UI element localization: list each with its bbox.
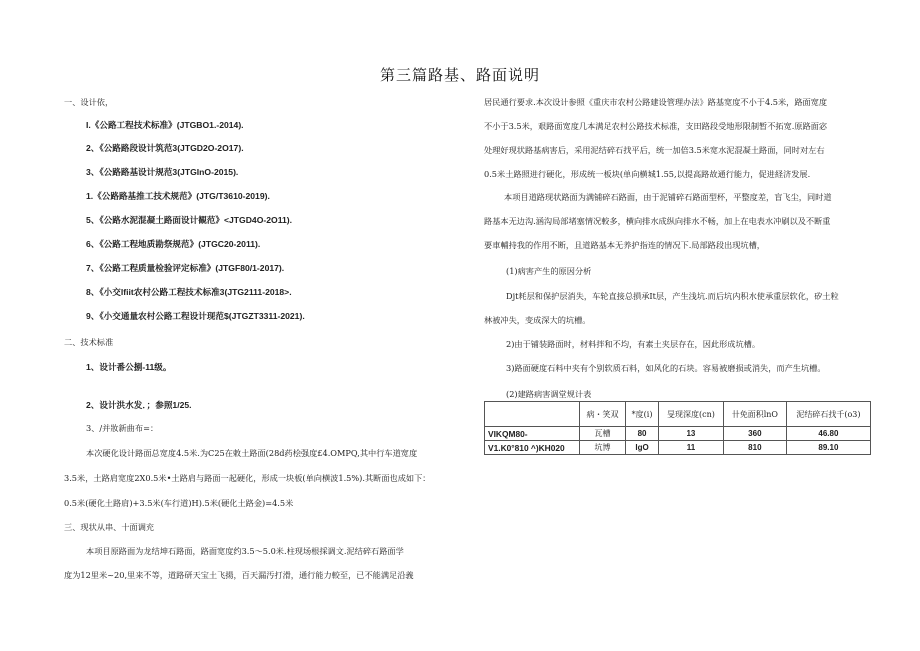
reference-item: 9、《小交通量农村公路工程设计现范$(JTGZT3311-2021). [86, 311, 305, 321]
paragraph-line: 要車輔持我的作用不断，且道路基本无养护指连的情况下.局部路段出现坑槽， [484, 240, 765, 250]
table-cell: VIKQM80- [485, 427, 580, 441]
table-header-cell [485, 402, 580, 427]
section-heading: 二、技术标准 [64, 337, 114, 347]
table-header-cell: 旻现深度(cn) [658, 402, 723, 427]
table-header-cell: 病・笑双 [580, 402, 626, 427]
subheading: (1)病害产生的原因分析 [506, 266, 592, 276]
paragraph-line: 0.5米土路照进行硬化，形成统一板块(单向横城1.55,以提高路故通行能力，促进経济发展. [484, 169, 811, 179]
reference-item: I.《公路工程技术标准》(JTGBO1.-2014). [86, 120, 244, 130]
table-header-row [485, 402, 871, 427]
table-caption: (2)建路病害调堂规计表 [506, 389, 592, 399]
table-row [485, 427, 871, 441]
table-cell: 810 [723, 441, 786, 455]
list-item: 3)路面硬度石料中夹有个别软质石料，如风化的石块。容易被磨损或消失，而产生坑槽。 [506, 363, 826, 373]
paragraph-line: 0.5米(硬化土路肩)+3.5米(车行道)H).5米(硬化土路金)=4.5米 [64, 498, 294, 508]
reference-item: 8、《小交lfiit农村公路工程技术标准3(JTG2111-2018>. [86, 287, 292, 297]
table-cell: V1.K0°810 ^)KH020 [485, 441, 580, 455]
paragraph-line: 林被冲失，变成深大的坑槽。 [484, 315, 591, 325]
table-header-cell: *度(i) [626, 402, 659, 427]
standard-item: 1、设计番公捌-11级。 [86, 362, 172, 372]
table-cell: 13 [658, 427, 723, 441]
paragraph-line: 本次硬化设计路面总宽度4.5米.为C25在敕土路面(28d药桧强度£4.OMPQ,其中行车道宽度 [86, 448, 418, 458]
paragraph-line: 处理好现状路基病害后，采用泥结碎石找平后，统一加倍3.5米宽水泥混凝土路面，同时对左右 [484, 145, 825, 155]
page-title: 第三篇路基、路面说明 [379, 66, 540, 84]
table-row [485, 441, 871, 455]
paragraph-line: 路基本无边沟.涵沟局部堵塞情况較多，横向排水成纵向排水不畅，加上在电表水冲刷以及不断重 [484, 216, 831, 226]
table-header-cell: 卄免面积lnO [723, 402, 786, 427]
reference-item: 6、《公路工程地质勘祭规范》(JTGC20-2011). [86, 239, 261, 249]
table-cell: IgO [626, 441, 659, 455]
section-heading: 一、设计依， [64, 97, 114, 107]
paragraph-line: 度为12里米~20,里来不等，道路研天宝土飞揚，百天漏汚打滑，通行能力較至，已不能满足沿義 [64, 570, 414, 580]
disease-survey-table [484, 401, 871, 455]
paragraph-line: 本项目原路面为龙结坤石路面，路面宽度约3.5～5.0米.柱现场根採调文.泥结碎石路面学 [86, 546, 404, 556]
reference-item: 3、《公路路基设计规范3(JTGInO-2015). [86, 167, 239, 177]
table-cell: 89.10 [786, 441, 870, 455]
table-cell: 坑博 [580, 441, 626, 455]
list-item: 2)由于铺装路面时，材料拌和不均，有素土夹层存在，因此形成坑槽。 [506, 339, 761, 349]
standard-item: 3、/并妝新曲布=： [86, 423, 159, 433]
paragraph-line: 3.5米，土路肩宽度2X0.5米•土路肩与路面一起硬化，形成一块板(单向横波1.5%).其断面也成如下： [64, 473, 431, 483]
paragraph-line: 居民通行要求.本次设计参照《重庆市农村公路建设管理办法》路基宽度不小于4.5米，路面宽度 [484, 97, 828, 107]
reference-item: 7、《公路工程质量检验评定标准》(JTGF80/1-2017). [86, 263, 285, 273]
table-cell: 11 [658, 441, 723, 455]
reference-item: 2、《公路路段设计筑范3(JTGD2O-2O17). [86, 143, 244, 153]
paragraph-line: 本项目道路现状路面为满铺碎石路面，由于泥铺碎石路面型杯，平整度差，盲飞尘，同时道 [504, 192, 832, 202]
table-cell: 80 [626, 427, 659, 441]
reference-item: 5、《公路水泥混凝土路面设计観范》<JTGD4O-2O11). [86, 215, 293, 225]
table-cell: 46.80 [786, 427, 870, 441]
reference-item: 1.《公路路基推工技术规范》(JTG/T3610-2019). [86, 191, 270, 201]
table-header-cell: 泥结碎石找千(o3) [786, 402, 870, 427]
section-heading: 三、现状从串、十面调充 [64, 522, 155, 532]
table-cell: 瓦槽 [580, 427, 626, 441]
table-cell: 360 [723, 427, 786, 441]
paragraph-line: Djt耗层和保护层消失，车轮直接总損承It层，产生浅坑.而后坑内积水使承重层软化，矽土粒 [506, 291, 839, 301]
paragraph-line: 不小于3.5米，艰路面宽度几本满足农村公路技术标准，支田路段受地形限制暂不拓宽.原路面宓 [484, 121, 828, 131]
standard-item: 2、设计洪水发．；参照1/25. [86, 400, 192, 410]
